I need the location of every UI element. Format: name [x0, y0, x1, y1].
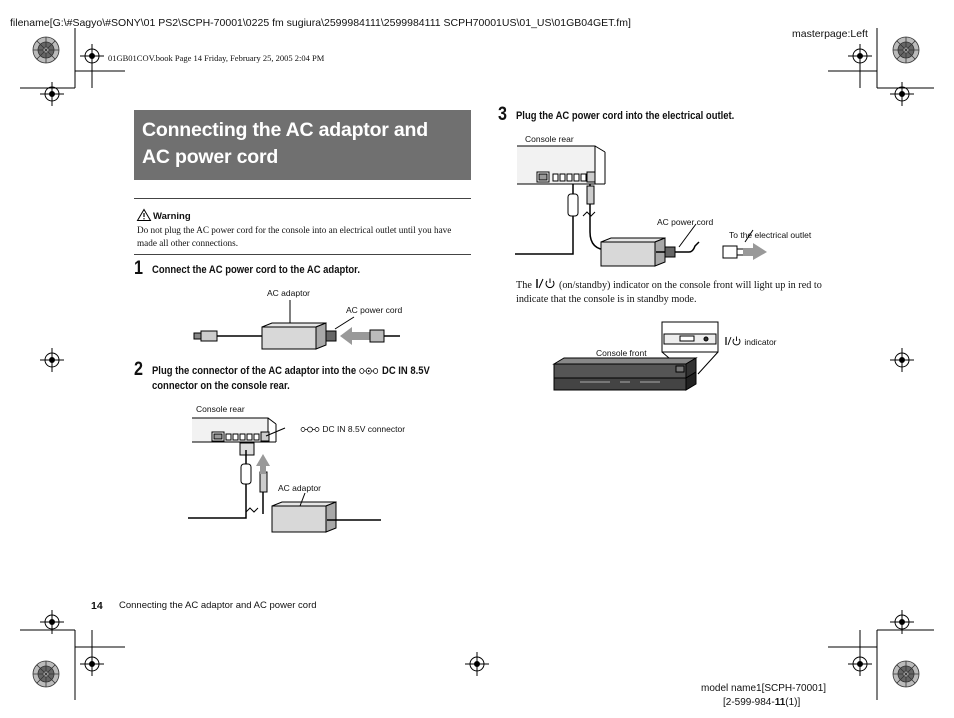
fig4-label-indicator [724, 336, 777, 347]
fig4-console-front-diagram [550, 320, 720, 400]
page-title-line1: Connecting the AC adaptor and [142, 119, 428, 141]
warning-heading: Warning [153, 211, 191, 222]
fig1-label-ac-adaptor: AC adaptor [267, 288, 310, 298]
step-2-number: 2 [134, 359, 143, 380]
step-2-text-a: Plug the connector of the AC adaptor into the [152, 365, 357, 377]
standby-text-a: The [516, 280, 532, 291]
step-3-text: Plug the AC power cord into the electrical outlet. [516, 110, 735, 122]
footer-section-title: Connecting the AC adaptor and AC power cord [119, 600, 317, 611]
header-masterpage: masterpage:Left [792, 28, 868, 40]
page-title-line2: AC power cord [142, 146, 279, 168]
warning-bottom-rule [134, 254, 471, 255]
footer-page-number: 14 [91, 600, 103, 612]
on-standby-small-icon [724, 336, 742, 346]
header-book-line: 01GB01COV.book Page 14 Friday, February 25, 2005 2:04 PM [108, 53, 325, 63]
fig3-label-to-outlet: To the electrical outlet [729, 230, 812, 240]
page-title-box [134, 110, 471, 180]
fig2-console-rear-diagram [186, 414, 386, 534]
footer-model-line2-c: (1)] [785, 697, 801, 708]
warning-top-rule [134, 198, 471, 199]
footer-model-line2 [723, 697, 800, 708]
step-2-text-c: connector on the console rear. [152, 380, 290, 392]
step-2-text-b: DC IN 8.5V [381, 365, 430, 377]
step-1-number: 1 [134, 258, 143, 279]
warning-triangle-icon [137, 209, 151, 221]
fig2-label-console-rear: Console rear [196, 404, 245, 414]
fig4-label-indicator-text: indicator [744, 337, 777, 347]
page-title [142, 117, 467, 171]
standby-text-b: (on/standby) indicator on the console front will light up in red to indicate that the console is in standby mode. [516, 280, 822, 305]
fig2-label-dc-in-text: DC IN 8.5V connector [322, 424, 406, 434]
step-1-text: Connect the AC power cord to the AC adaptor. [152, 264, 360, 276]
on-standby-icon [534, 278, 556, 289]
warning-text: Do not plug the AC power cord for the console into an electrical outlet until you have made all other connections. [137, 225, 452, 248]
step-3-number: 3 [498, 104, 507, 125]
fig3-outlet-diagram [513, 142, 783, 272]
fig2-label-ac-adaptor: AC adaptor [278, 483, 321, 493]
fig3-label-console-rear: Console rear [525, 134, 574, 144]
fig1-label-ac-power-cord: AC power cord [346, 305, 403, 315]
step-2-text [152, 364, 430, 394]
footer-model-line2-b: 11 [774, 697, 786, 708]
fig4-label-console-front: Console front [596, 348, 647, 358]
footer-model-line1: model name1[SCPH-70001] [701, 683, 827, 694]
header-filename: filename[G:\#Sagyo\#SONY\01 PS2\SCPH-70001\0225 fm sugiura\2599984111\2599984111 SCPH70001US\01_US\01GB04GET.fm] [10, 17, 631, 29]
standby-paragraph [516, 278, 846, 307]
fig3-label-ac-power-cord: AC power cord [657, 217, 714, 227]
fig1-adaptor-diagram [192, 297, 402, 367]
dc-polarity-icon [359, 367, 380, 375]
footer-model-line2-a: [2-599-984- [723, 697, 775, 708]
